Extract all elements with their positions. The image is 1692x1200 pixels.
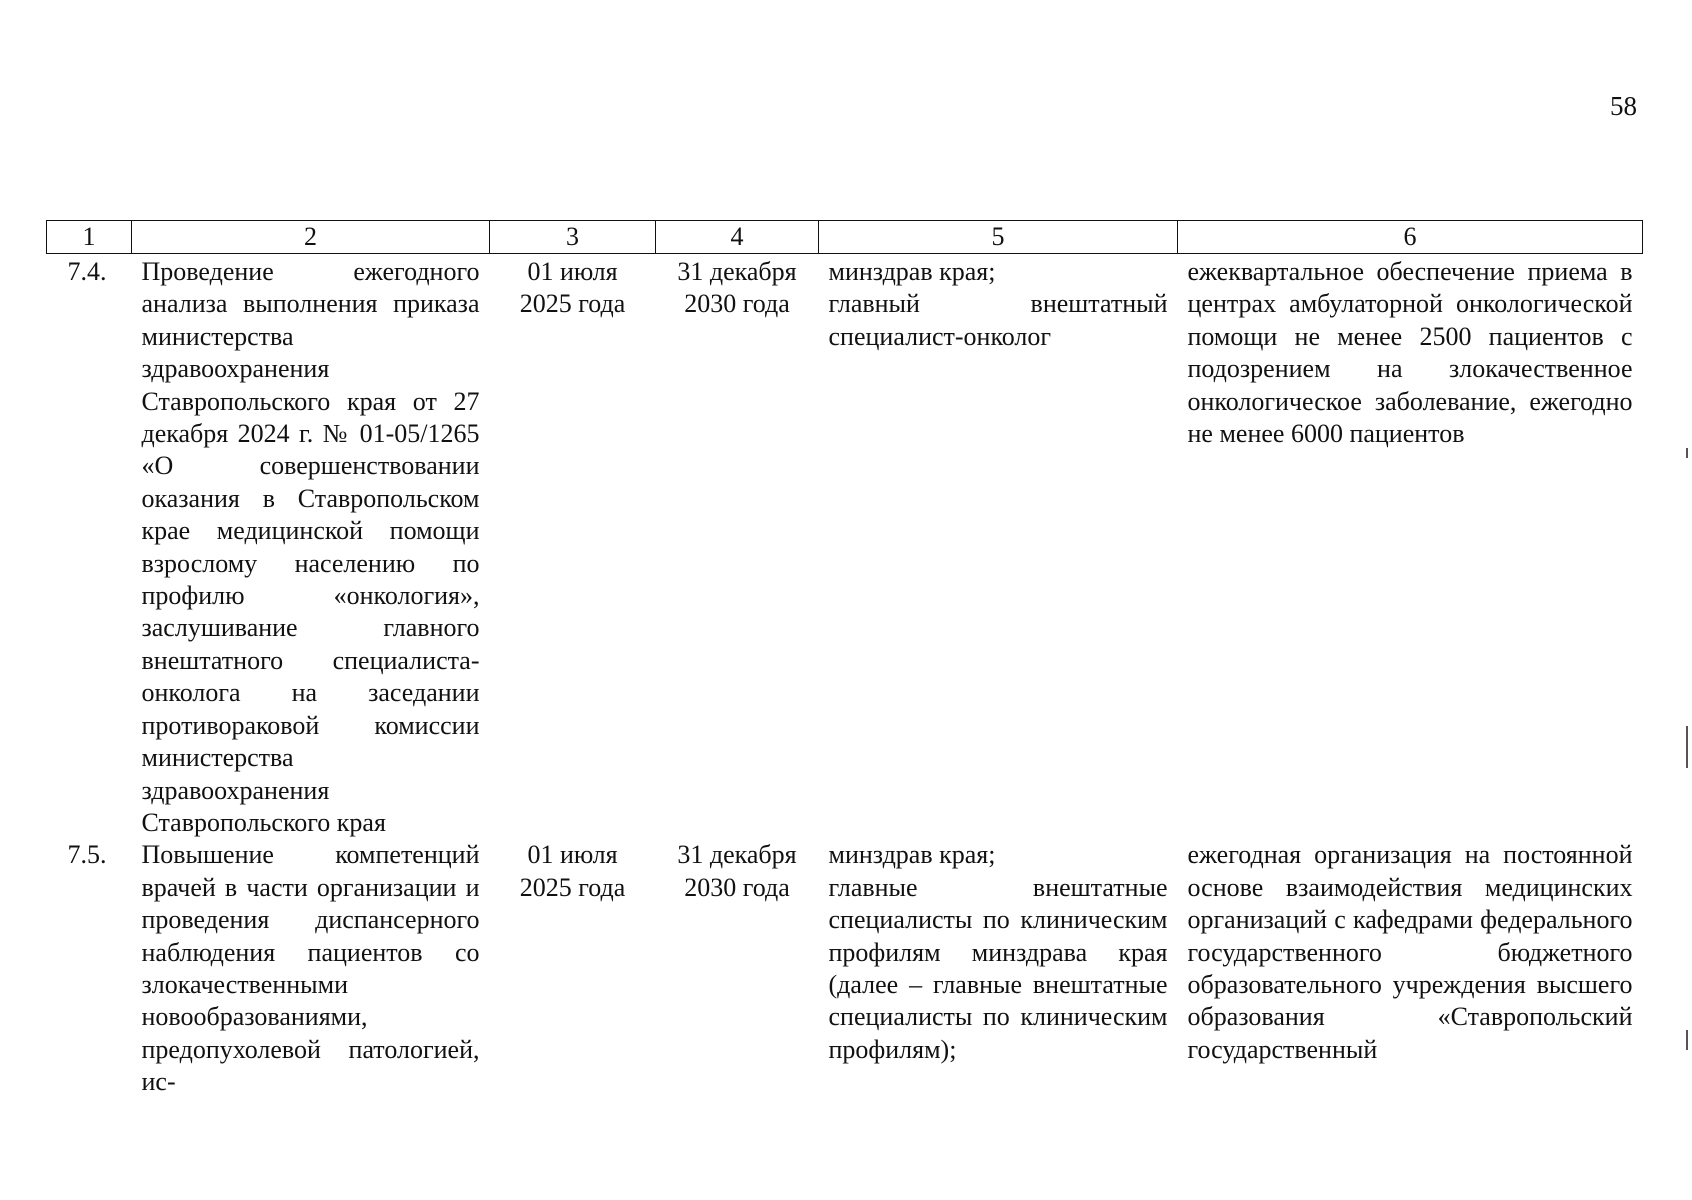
- table-header-row: [47, 221, 1643, 254]
- column-header-2: 2: [132, 221, 490, 254]
- result-text: ежегодная организация на постоянной основе взаимодействия медицинских организаций с кафедрами федерального государственного бюджетного образовательного учреждения высшего образования «Ставропольский государственный: [1187, 840, 1633, 1064]
- responsible-text: минздрав края; главный внештатный специалист-онколог: [828, 257, 1168, 351]
- column-header-3: 3: [490, 221, 656, 254]
- end-date: 31 декабря 2030 года: [677, 840, 797, 902]
- scan-mark: [1686, 448, 1688, 458]
- column-header-5: 5: [819, 221, 1178, 254]
- row-number: 7.5.: [67, 840, 107, 870]
- table-row: [47, 839, 1643, 1098]
- measure-text: Повышение компетенций врачей в части организации и проведения диспансерного наблюдения пациентов со злокачественными новообразованиями, предопухолевой патологией, ис-: [141, 840, 480, 1097]
- result-text: ежеквартальное обеспечение приема в центрах амбулаторной онкологической помощи не менее 2500 пациентов с подозрением на злокачественное онкологическое заболевание, ежегодно не менее 6000 пациентов: [1187, 257, 1633, 449]
- end-date: 31 декабря 2030 года: [677, 257, 797, 319]
- row-number: 7.4.: [67, 257, 107, 286]
- column-header-6: 6: [1178, 221, 1643, 254]
- column-header-4: 4: [656, 221, 819, 254]
- start-date: 01 июля 2025 года: [519, 840, 626, 902]
- column-header-1: 1: [47, 221, 132, 254]
- start-date: 01 июля 2025 года: [519, 257, 626, 319]
- scan-mark: [1686, 1030, 1688, 1050]
- scan-mark: [1686, 726, 1688, 768]
- responsible-text: минздрав края; главные внештатные специалисты по клиническим профилям минздрава края (далее – главные внештатные специалисты по клиническим профилям);: [828, 840, 1168, 1064]
- measures-table: [46, 220, 1643, 1099]
- measure-text: Проведение ежегодного анализа выполнения приказа министерства здравоохранения Ставропольского края от 27 декабря 2024 г. № 01-05/1265 «О совершенствовании оказания в Ставропольском крае медицинской помощи взрослому населению по профилю «онкология», заслушивание главного внештатного специалиста-онколога на заседании противораковой комиссии министерства здравоохранения Ставропольского края: [141, 257, 480, 837]
- table-row: [47, 254, 1643, 840]
- page-number: 58: [1610, 91, 1637, 121]
